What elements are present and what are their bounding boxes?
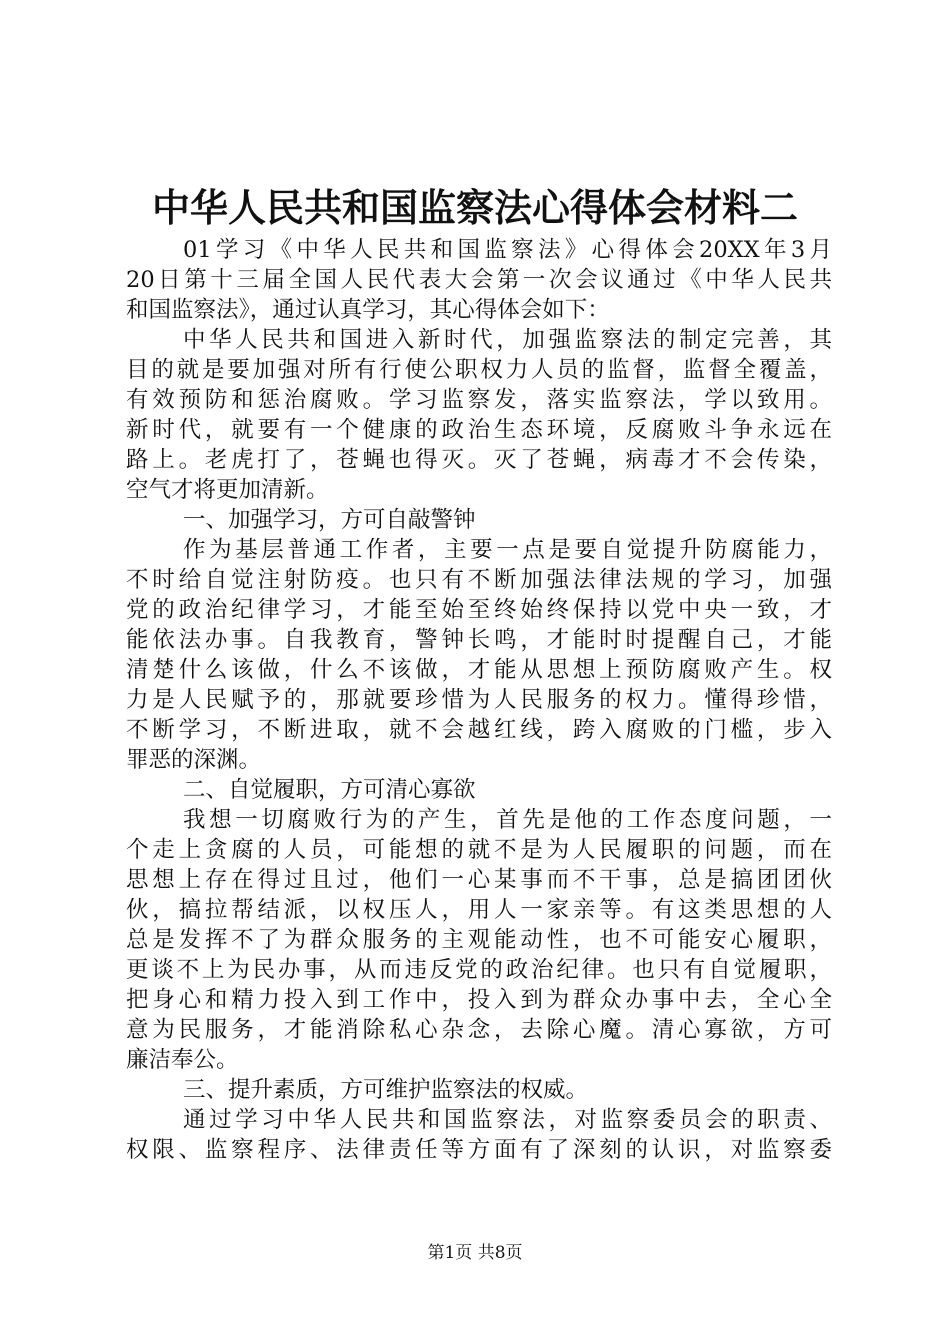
- document-body: [126, 235, 832, 1165]
- text-line: 党的政治纪律学习，才能至始至终始终保持以党中央一致，才: [126, 597, 832, 623]
- text-line: 有效预防和惩治腐败。学习监察发，落实监察法，学以致用。: [126, 387, 832, 413]
- text-line: 二、自觉履职，方可清心寡欲: [183, 777, 476, 803]
- text-line: 空气才将更加清新。: [126, 477, 329, 503]
- text-line: 总是发挥不了为群众服务的主观能动性，也不可能安心履职，: [126, 927, 832, 953]
- page-footer: 第1页 共8页: [427, 1243, 523, 1263]
- text-line: 罪恶的深渊。: [126, 747, 262, 773]
- text-line: 伙，搞拉帮结派，以权压人，用人一家亲等。有这类思想的人: [126, 897, 832, 923]
- text-line: 路上。老虎打了，苍蝇也得灭。灭了苍蝇，病毒才不会传染，: [126, 447, 832, 473]
- text-line: 力是人民赋予的，那就要珍惜为人民服务的权力。懂得珍惜，: [126, 687, 832, 713]
- page-title: 中华人民共和国监察法心得体会材料二: [151, 185, 798, 230]
- text-line: 权限、监察程序、法律责任等方面有了深刻的认识，对监察委: [126, 1137, 832, 1163]
- text-line: 廉洁奉公。: [126, 1047, 239, 1073]
- text-line: 意为民服务，才能消除私心杂念，去除心魔。清心寡欲，方可: [126, 1017, 832, 1043]
- text-line: 新时代，就要有一个健康的政治生态环境，反腐败斗争永远在: [126, 417, 832, 443]
- text-line: 更谈不上为民办事，从而违反党的政治纪律。也只有自觉履职，: [126, 957, 832, 983]
- text-line: 个走上贪腐的人员，可能想的就不是为人民履职的问题，而在: [126, 837, 832, 863]
- text-line: 目的就是要加强对所有行使公职权力人员的监督，监督全覆盖，: [126, 357, 832, 383]
- text-line: 一、加强学习，方可自敲警钟: [183, 507, 476, 533]
- text-line: 作为基层普通工作者，主要一点是要自觉提升防腐能力，: [183, 537, 832, 563]
- text-line: 清楚什么该做，什么不该做，才能从思想上预防腐败产生。权: [126, 657, 832, 683]
- text-line: 能依法办事。自我教育，警钟长鸣，才能时时提醒自己，才能: [126, 627, 832, 653]
- text-line: 通过学习中华人民共和国监察法，对监察委员会的职责、: [183, 1107, 832, 1133]
- text-line: 中华人民共和国进入新时代，加强监察法的制定完善，其: [183, 327, 832, 353]
- text-line: 和国监察法》，通过认真学习，其心得体会如下：: [126, 297, 610, 323]
- text-line: 不断学习，不断进取，就不会越红线，跨入腐败的门槛，步入: [126, 717, 832, 743]
- text-line: 我想一切腐败行为的产生，首先是他的工作态度问题，一: [183, 807, 832, 833]
- text-line: 三、提升素质，方可维护监察法的权威。: [183, 1077, 589, 1103]
- text-line: 把身心和精力投入到工作中，投入到为群众办事中去，全心全: [126, 987, 832, 1013]
- text-line: 思想上存在得过且过，他们一心某事而不干事，总是搞团团伙: [126, 867, 832, 893]
- text-line: 不时给自觉注射防疫。也只有不断加强法律法规的学习，加强: [126, 567, 832, 593]
- text-line: 20日第十三届全国人民代表大会第一次会议通过《中华人民共: [126, 267, 832, 293]
- text-line: 01学习《中华人民共和国监察法》心得体会20XX年3月: [183, 237, 832, 263]
